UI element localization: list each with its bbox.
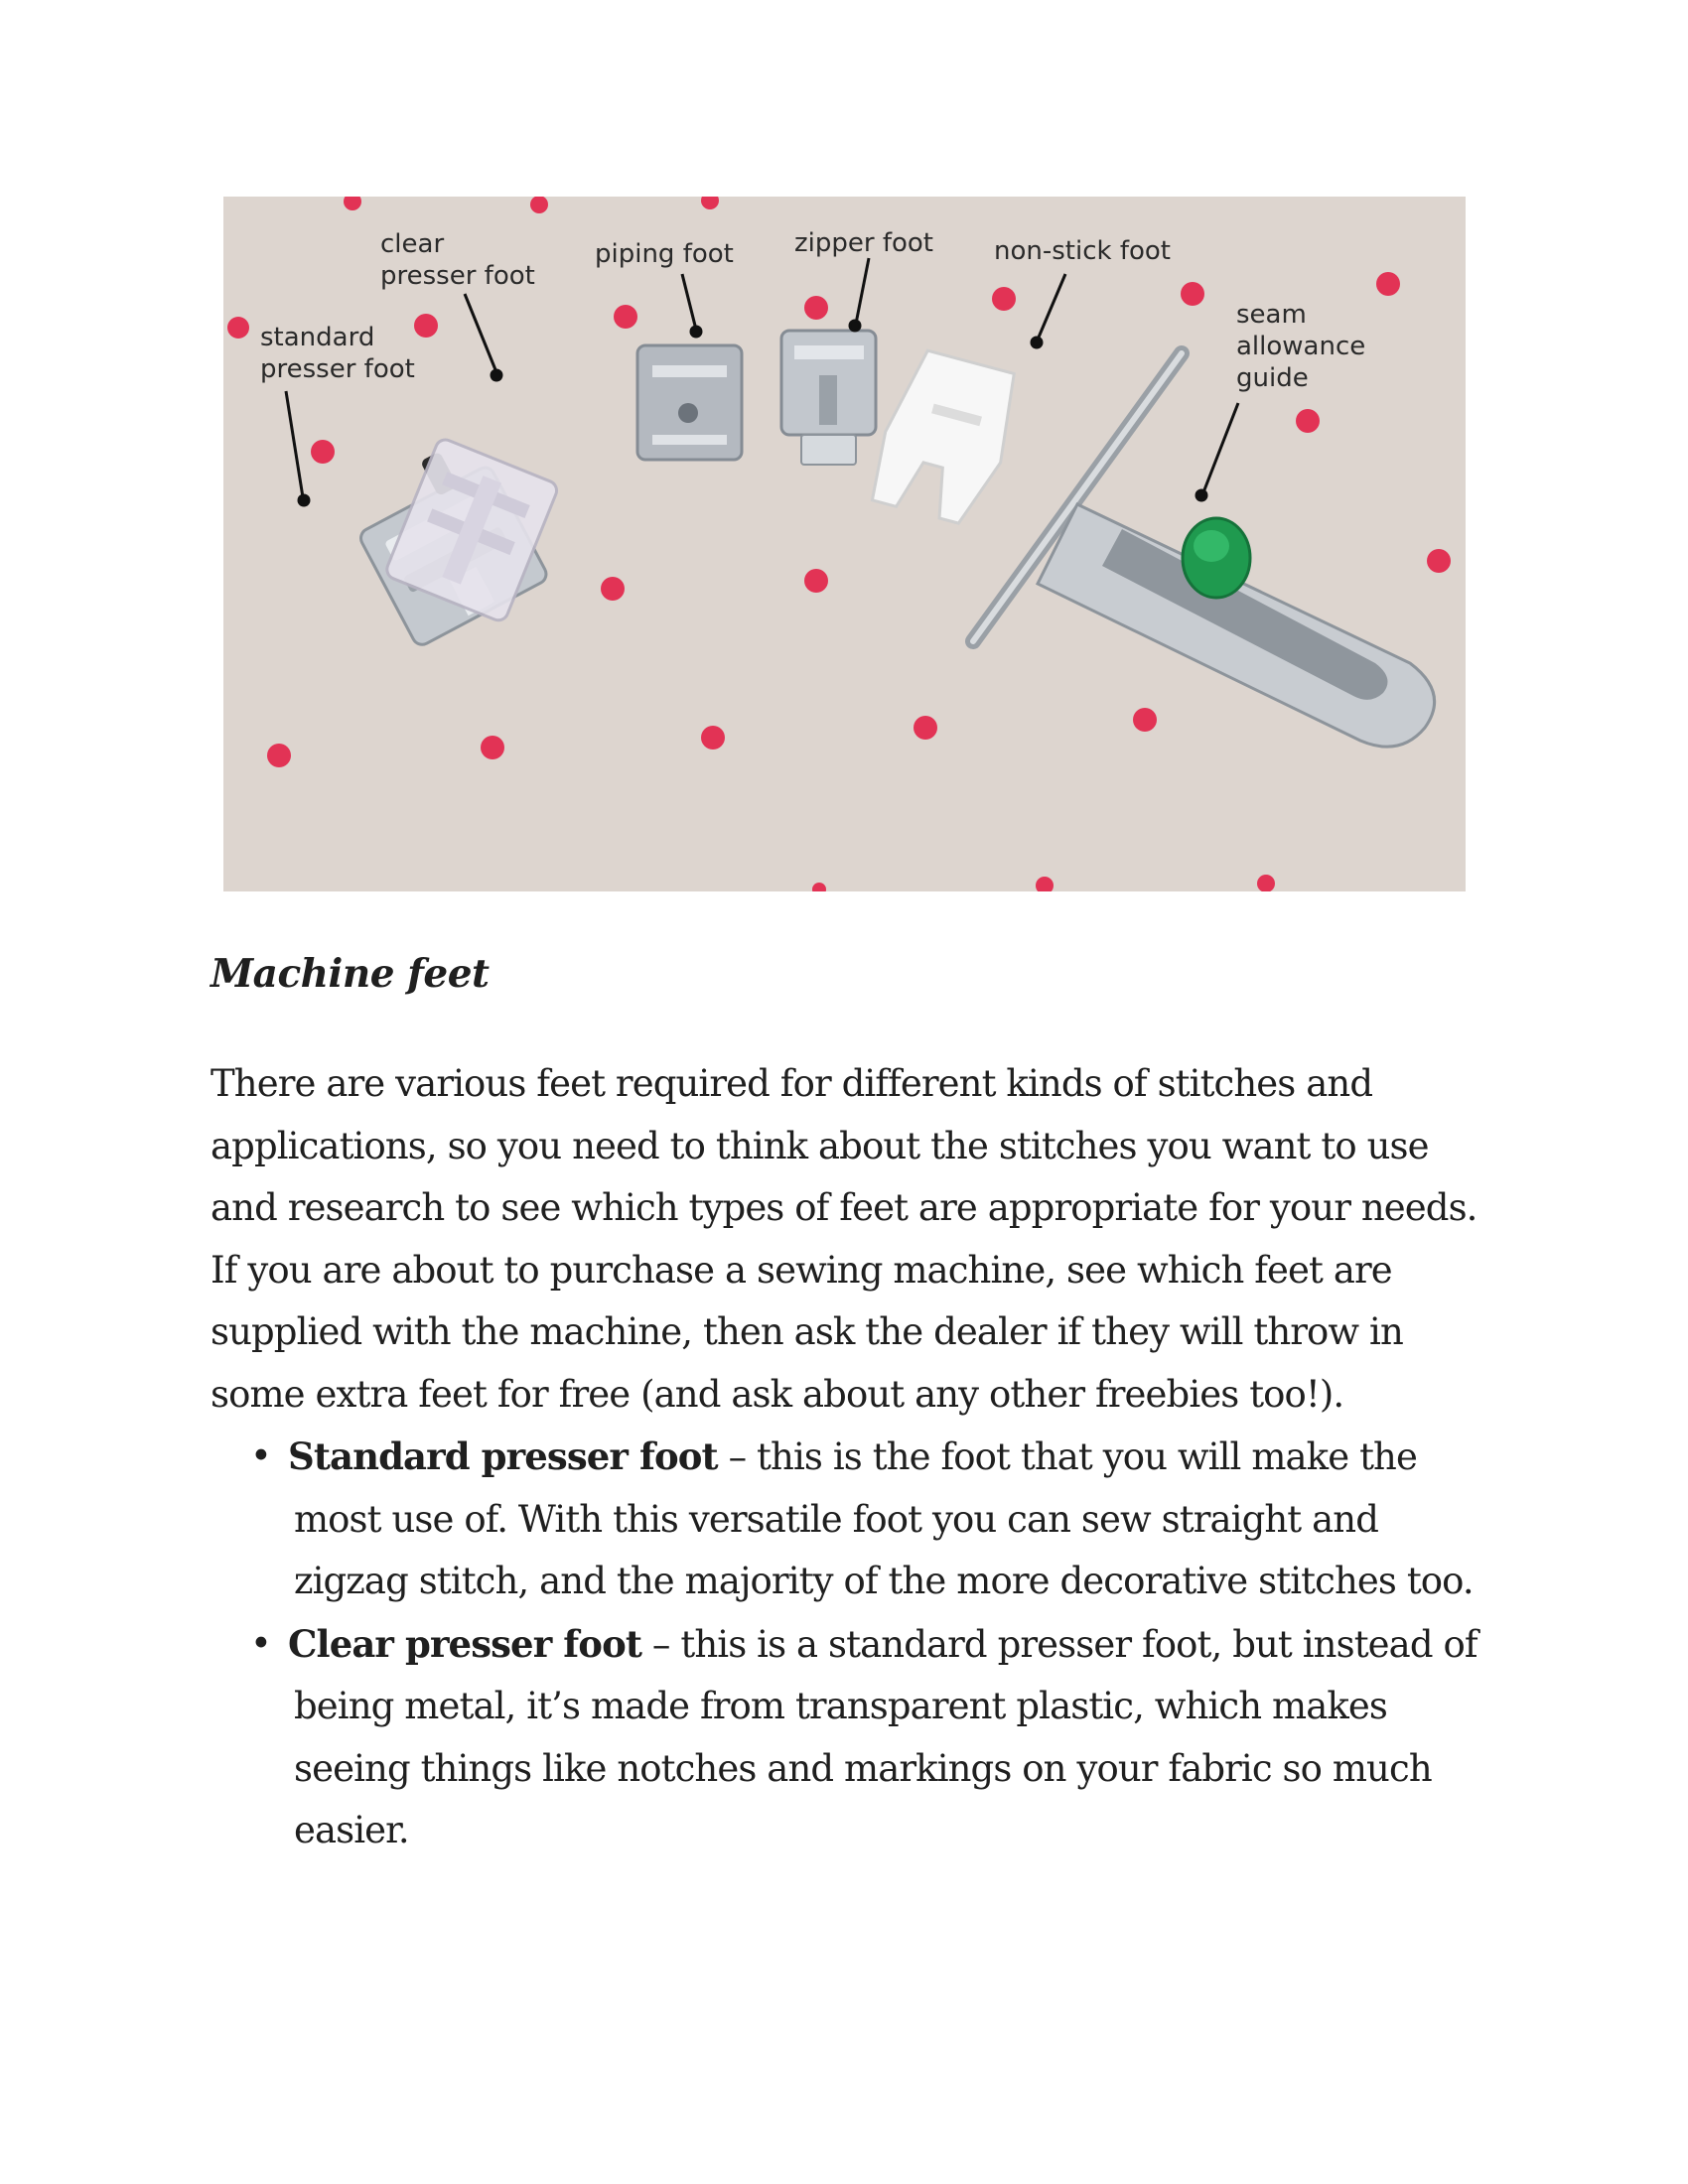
- zipper-foot-shape: [781, 331, 876, 465]
- list-item-lead: [288, 1623, 1477, 1852]
- bullet-icon: •: [250, 1621, 271, 1665]
- label-non-stick-foot: non-stick foot: [994, 236, 1171, 266]
- list-item-term: Clear presser foot: [288, 1621, 642, 1666]
- list-item-term: Standard presser foot: [288, 1434, 718, 1478]
- bullet-icon: •: [250, 1434, 271, 1477]
- label-piping-foot: piping foot: [595, 239, 734, 269]
- sewing-feet-illustration: [223, 197, 1466, 891]
- list-item-lead: [288, 1435, 1474, 1602]
- list-item-text: – this is a standard presser foot, but instead of being metal, it’s made from transparent plastic, which makes seeing things like notches and markings on your fabric so much easier.: [294, 1622, 1477, 1851]
- list-item: [211, 1613, 1501, 1862]
- list-item-text: – this is the foot that you will make the most use of. With this versatile foot you can sew straight and zigzag stitch, and the majority of the more decorative stitches too.: [294, 1435, 1474, 1602]
- label-clear-presser-1: clear: [380, 229, 445, 259]
- intro-paragraph: There are various feet required for different kinds of stitches and applications, so you need to think about the stitches you want to use and research to see which types of feet are appropriate for your needs. If you are about to purchase a sewing machine, see which feet are supplied with the machine, then ask the dealer if they will throw in some extra feet for free (and ask about any other freebies too!).: [211, 1062, 1477, 1416]
- label-standard-presser-1: standard: [260, 323, 375, 352]
- label-zipper-foot: zipper foot: [794, 228, 933, 258]
- label-seam-3: guide: [1236, 363, 1309, 393]
- list-item: [211, 1426, 1501, 1613]
- non-stick-foot-shape: [868, 345, 1024, 530]
- sewing-feet-photo: [223, 197, 1466, 891]
- label-seam-1: seam: [1236, 300, 1307, 330]
- section-title: Machine feet: [211, 951, 490, 997]
- label-standard-presser-2: presser foot: [260, 354, 415, 384]
- label-seam-2: allowance: [1236, 332, 1366, 361]
- feet-list: [211, 1426, 1501, 1862]
- label-clear-presser-2: presser foot: [380, 261, 535, 291]
- seam-allowance-guide-shape: [973, 353, 1435, 747]
- piping-foot-shape: [637, 345, 742, 460]
